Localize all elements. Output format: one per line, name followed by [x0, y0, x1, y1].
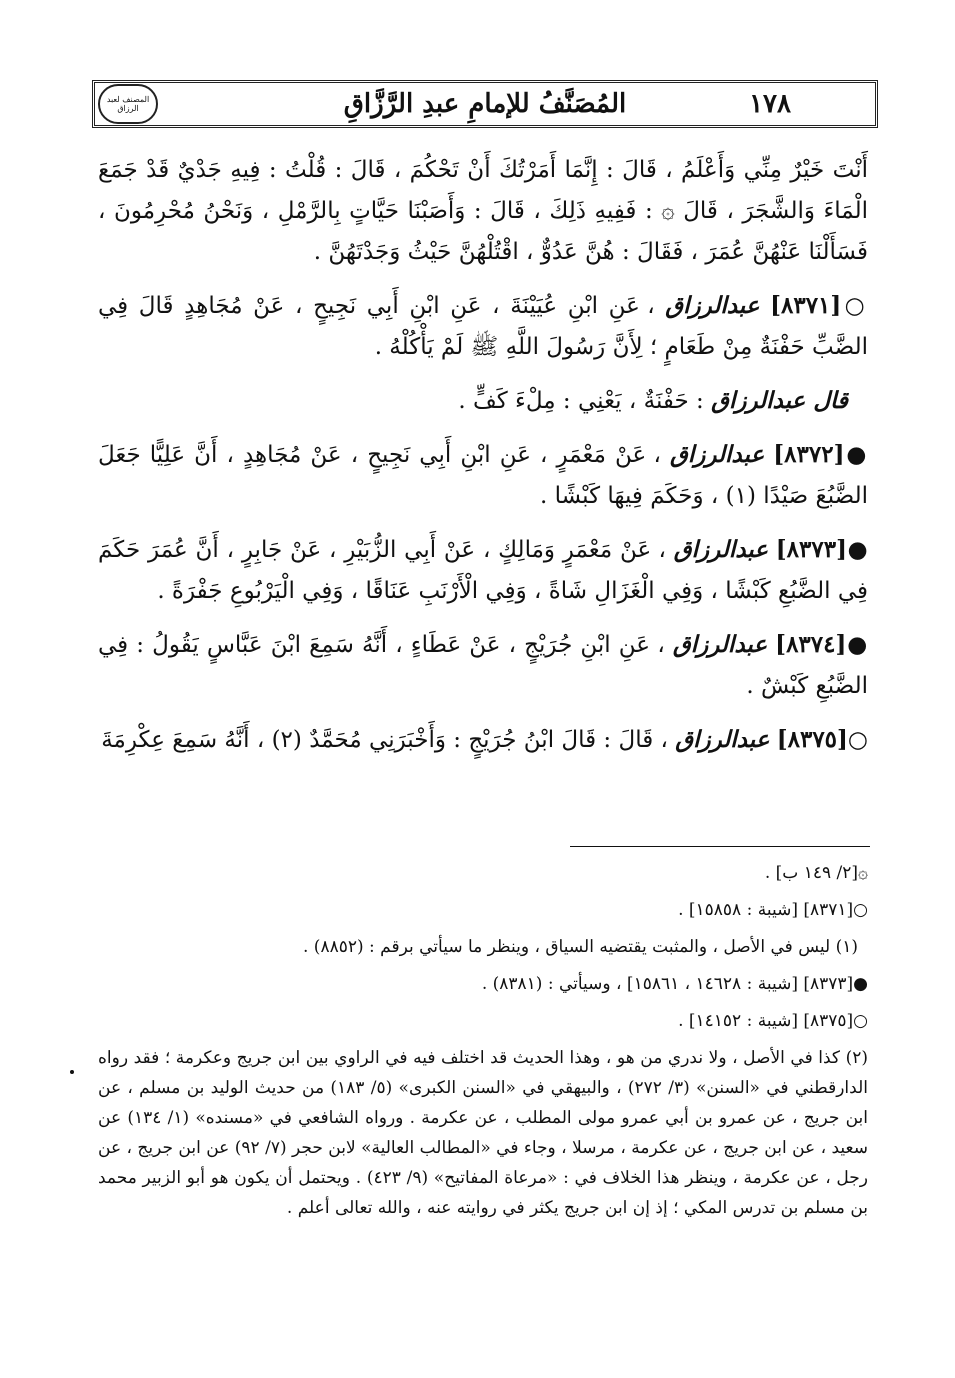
book-seal-left: [98, 84, 158, 124]
hadith-8372: [98, 434, 868, 517]
hadith-number: ○[٨٣٧١]: [770, 292, 869, 319]
hadith-number: ●[٨٣٧٢]: [773, 441, 869, 468]
footnote-separator: [570, 846, 870, 847]
stray-dot: [70, 1070, 74, 1074]
hadith-8374: [98, 624, 868, 707]
hadith-8375: [98, 719, 868, 761]
narrator-name: قال عبدالرزاق: [711, 387, 848, 414]
paragraph-text: ، عَنْ مَعْمَرٍ وَمَالِكٍ ، عَنْ أَبِي الزُّبَيْرِ ، عَنْ جَابِرٍ ، أَنَّ عُمَرَ حَكَمَ فِي الضَّبُعِ كَبْشًا ، وَفِي الْغَزَالِ شَاةً ، وَفِي الْأَرْنَبِ عَنَاقًا ، وَفِي الْيَرْبُوعِ جَفْرَةً .: [98, 537, 868, 604]
page-title: المُصَنَّفُ للإمامِ عبدِ الرَّزَّاقِ: [330, 89, 640, 119]
seal-text: المصنف لعبد الرزاق: [106, 95, 150, 113]
footnote: ○[٨٣٧٥] [شيبة : ١٤١٥٢] .: [678, 1011, 868, 1031]
paragraph-text: ، عَنْ مَعْمَرٍ ، عَنِ ابْنِ أَبِي نَجِيحٍ ، عَنْ مُجَاهِدٍ ، أَنَّ عَلِيًّا جَعَلَ الضَّبُعَ صَيْدًا (١) ، وَحَكَمَ فِيهَا كَبْشًا .: [98, 442, 868, 509]
paragraph-text: ، عَنِ ابْنِ عُيَيْنَةَ ، عَنِ ابْنِ أَبِي نَجِيحٍ ، عَنْ مُجَاهِدٍ قَالَ فِي الضَّبِّ حَفْنَةٌ مِنْ طَعَامٍ ؛ لِأَنَّ رَسُولَ اللَّهِ ﷺ لَمْ يَأْكُلْهُ .: [98, 293, 868, 360]
paragraph-text: : حَفْنَةٌ ، يَعْنِي : مِلْءَ كَفٍّ .: [458, 388, 704, 414]
footnote: ۞[٢/ ١٤٩ ب] .: [764, 863, 868, 883]
hadith-8373: [98, 529, 868, 612]
footnote: (١) ليس في الأصل ، والمثبت يقتضيه السياق ، وينظر ما سيأتي برقم : (٨٨٥٢) .: [303, 937, 858, 957]
hadith-number: ○[٨٣٧٥]: [776, 726, 868, 753]
hadith-number: ●[٨٣٧٣]: [775, 536, 869, 563]
footnote: ●[٨٣٧٣] [شيبة : ١٤٦٢٨ ، ١٥٨٦١] ، وسيأتي : (٨٣٨١) .: [481, 974, 868, 994]
narrator-name: عبدالرزاق: [672, 631, 768, 658]
commentary-line: [98, 380, 868, 422]
page-number: ١٧٨: [743, 84, 797, 124]
main-text: [98, 150, 868, 773]
paragraph-text: ، قَالَ : قَالَ ابْنُ جُرَيْجٍ : وَأَخْبَرَنِي مُحَمَّدٌ (٢) ، أَنَّهُ سَمِعَ عِكْرِمَةَ: [101, 727, 668, 753]
narrator-name: عبدالرزاق: [675, 726, 770, 753]
paragraph-continuation: [98, 150, 868, 273]
narrator-name: عبدالرزاق: [670, 441, 765, 468]
paragraph-text: ، عَنِ ابْنِ جُرَيْجٍ ، عَنْ عَطَاءٍ ، أَنَّهُ سَمِعَ ابْنَ عَبَّاسٍ يَقُولُ : فِي الضَّبُعِ كَبْشٌ .: [98, 632, 868, 699]
paragraph-text: أَنْتَ خَيْرٌ مِنِّي وَأَعْلَمُ ، قَالَ : إِنَّمَا أَمَرْتُكَ أَنْ تَحْكُمَ ، قَالَ : قُلْتُ : فِيهِ جَدْيٌ قَدْ جَمَعَ الْمَاءَ وَالشَّجَرَ ، قَالَ ۞ : فَفِيهِ ذَلِكَ ، قَالَ : وَأَصَبْنَا حَيَّاتٍ بِالرَّمْلِ ، وَنَحْنُ مُحْرِمُونَ ، فَسَأَلْنَا عَنْهُنَّ عُمَرَ ، فَقَالَ : هُنَّ عَدُوٌّ ، اقْتُلْهُنَّ حَيْثُ وَجَدْتَهُنَّ .: [98, 157, 868, 265]
footnotes: [98, 858, 868, 1229]
narrator-name: عبدالرزاق: [665, 292, 760, 319]
narrator-name: عبدالرزاق: [673, 536, 768, 563]
hadith-8371: [98, 285, 868, 368]
hadith-number: ●[٨٣٧٤]: [775, 631, 869, 658]
footnote: ○[٨٣٧١] [شيبة : ١٥٨٥٨] .: [678, 900, 868, 920]
footnote-long: (٢) كذا في الأصل ، ولا ندري من هو ، وهذا الحديث قد اختلف فيه في الراوي بين ابن جريج وعكرمة ؛ فقد رواه الدارقطني في «السنن» (٣/ ٢٧٢) ، والبيهقي في «السنن الكبرى» (٥/ ١٨٣) من حديث الوليد بن مسلم ، عن ابن جريج ، عن عمرو بن أبي عمرو مولى المطلب ، عن عكرمة . ورواه الشافعي في «مسنده» (١/ ١٣٤) عن سعيد ، عن ابن جريج ، عن عكرمة ، مرسلا ، وجاء في «المطالب العالية» لابن حجر (٧/ ٩٢) عن ابن جريج ، عن رجل ، عن عكرمة ، وينظر هذا الخلاف في : «مرعاة المفاتيح» (٩/ ٤٢٣) . ويحتمل أن يكون هو أبو الزبير محمد بن مسلم بن تدرس المكي ؛ إذ إن ابن جريج يكثر في روايته عنه ، والله تعالى أعلم .: [98, 1048, 869, 1218]
